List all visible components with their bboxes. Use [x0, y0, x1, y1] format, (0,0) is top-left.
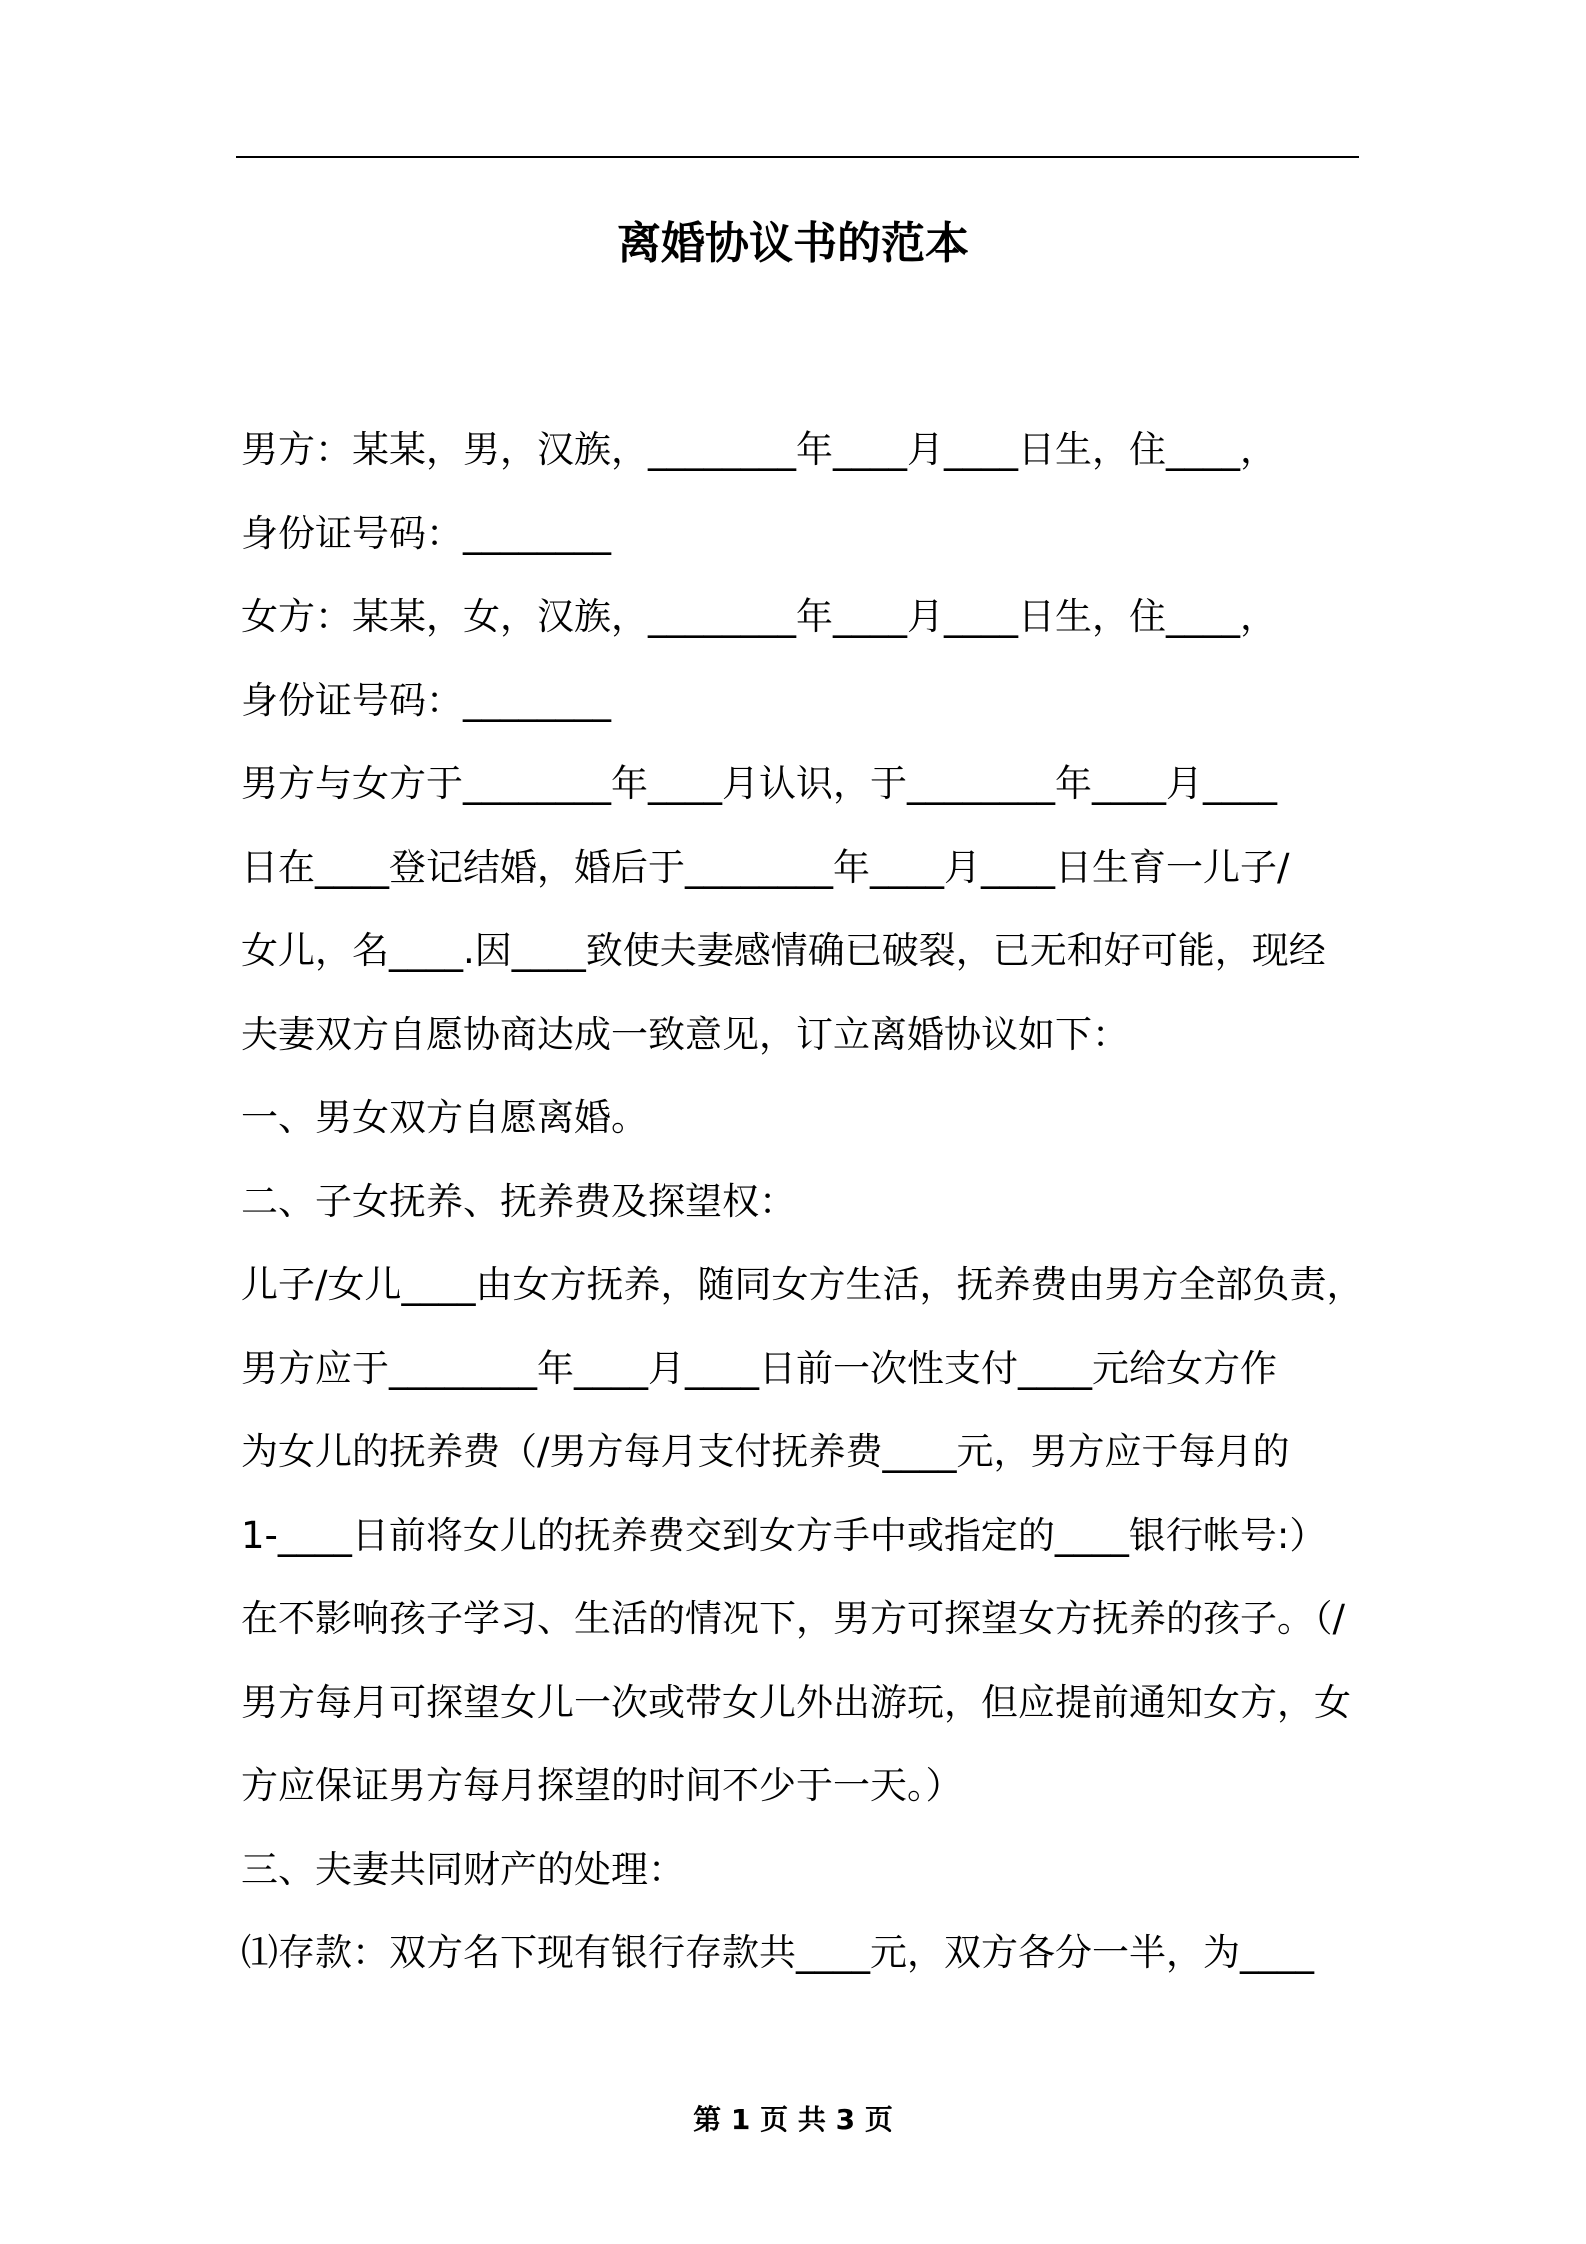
body-line: ⑴存款：双方名下现有银行存款共____元，双方各分一半，为____ [241, 1931, 1314, 1974]
body-line: 夫妻双方自愿协商达成一致意见，订立离婚协议如下： [241, 1012, 1129, 1056]
body-line: 在不影响孩子学习、生活的情况下，男方可探望女方抚养的孩子。（/ [241, 1597, 1345, 1640]
body-line: 女儿，名____.因____致使夫妻感情确已破裂，已无和好可能，现经 [241, 929, 1326, 972]
section-heading: 二、子女抚养、抚养费及探望权： [241, 1179, 796, 1223]
body-line: 1-____日前将女儿的抚养费交到女方手中或指定的____银行帐号:） [241, 1513, 1327, 1557]
body-line: 为女儿的抚养费（/男方每月支付抚养费____元，男方应于每月的 [241, 1430, 1290, 1473]
body-line: 男方每月可探望女儿一次或带女儿外出游玩，但应提前通知女方，女 [241, 1680, 1351, 1724]
body-line: 男方：某某，男，汉族，________年____月____日生，住____， [241, 428, 1277, 471]
body-line: 日在____登记结婚，婚后于________年____月____日生育一儿子/ [241, 845, 1290, 889]
section-heading: 一、男女双方自愿离婚。 [241, 1096, 648, 1139]
header-rule [236, 156, 1359, 158]
page-footer: 第 1 页 共 3 页 [693, 2103, 893, 2136]
body-line: 儿子/女儿____由女方抚养，随同女方生活，抚养费由男方全部负责， [241, 1263, 1364, 1306]
body-line: 方应保证男方每月探望的时间不少于一天。） [241, 1764, 963, 1807]
body-line: 身份证号码：________ [241, 511, 611, 555]
section-heading: 三、夫妻共同财产的处理： [241, 1847, 685, 1891]
body-line: 身份证号码：________ [241, 678, 611, 722]
body-line: 女方：某某，女，汉族，________年____月____日生，住____， [241, 595, 1277, 638]
document-title: 离婚协议书的范本 [617, 218, 969, 269]
document-body [241, 408, 1381, 1995]
body-line: 男方应于________年____月____日前一次性支付____元给女方作 [241, 1346, 1277, 1390]
body-line: 男方与女方于________年____月认识，于________年____月____ [241, 762, 1277, 805]
